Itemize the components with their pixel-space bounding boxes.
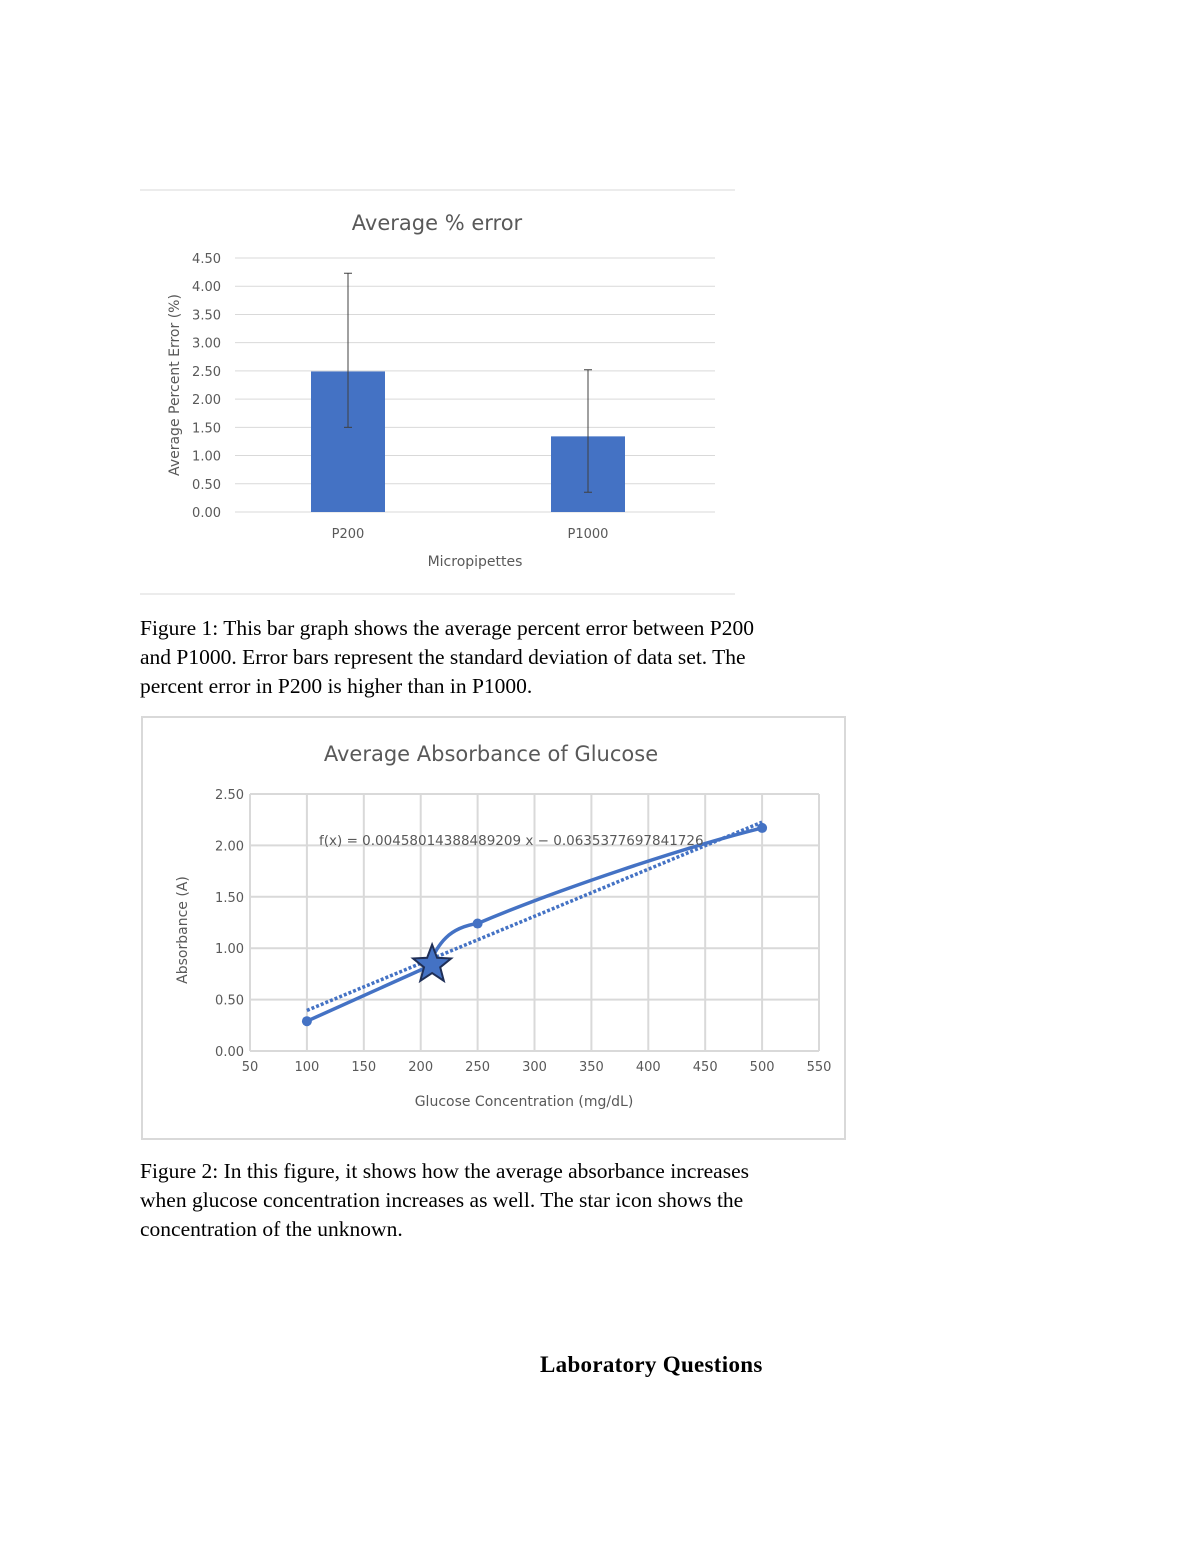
y-tick-label: 0.50 xyxy=(192,477,221,493)
x-axis-label: Glucose Concentration (mg/dL) xyxy=(414,1094,634,1110)
x-tick-label: P1000 xyxy=(567,527,609,542)
y-tick-label: 1.00 xyxy=(215,942,244,958)
y-tick-label: 2.00 xyxy=(215,839,244,855)
x-tick-label: 500 xyxy=(749,1060,775,1075)
x-axis-label: Micropipettes xyxy=(427,554,523,570)
y-tick-label: 1.50 xyxy=(215,890,244,906)
y-tick-label: 0.00 xyxy=(192,506,221,521)
x-tick-label: P200 xyxy=(331,527,365,542)
section-heading: Laboratory Questions xyxy=(540,1352,763,1377)
x-tick-label: 350 xyxy=(578,1060,604,1075)
x-tick-label: 400 xyxy=(635,1060,661,1075)
data-point xyxy=(473,919,483,929)
chart-title: Average Absorbance of Glucose xyxy=(323,742,659,766)
bar-chart-average-percent-error xyxy=(140,188,735,598)
x-tick-label: 450 xyxy=(692,1060,718,1075)
y-tick-label: 4.50 xyxy=(192,252,221,267)
y-tick-label: 0.00 xyxy=(215,1045,244,1060)
y-tick-label: 4.00 xyxy=(192,280,221,296)
x-tick-label: 50 xyxy=(241,1060,259,1075)
x-tick-label: 100 xyxy=(294,1060,320,1075)
figure-1-caption: Figure 1: This bar graph shows the average percent error between P200 and P1000. Error bars represent the standard deviation of data set. The percent error in P200 is higher than in P1000. xyxy=(140,616,754,698)
data-point xyxy=(302,1016,312,1026)
y-tick-label: 2.50 xyxy=(215,788,244,803)
trendline-equation: f(x) = 0.00458014388489209 x − 0.0635377697841726 xyxy=(319,833,704,849)
x-tick-label: 550 xyxy=(806,1060,832,1075)
bar-chart-canvas xyxy=(140,188,735,598)
x-tick-label: 150 xyxy=(351,1060,377,1075)
x-tick-label: 250 xyxy=(465,1060,491,1075)
y-tick-label: 2.50 xyxy=(192,364,221,380)
y-tick-label: 1.50 xyxy=(192,421,221,437)
y-axis-label: Average Percent Error (%) xyxy=(167,294,183,476)
y-axis-label: Absorbance (A) xyxy=(175,876,191,984)
unknown-star-icon xyxy=(413,945,451,981)
scatter-chart-absorbance-glucose xyxy=(141,716,846,1140)
y-tick-label: 1.00 xyxy=(192,449,221,465)
chart-title: Average % error xyxy=(351,211,523,235)
x-tick-label: 300 xyxy=(522,1060,547,1075)
x-tick-label: 200 xyxy=(408,1060,434,1075)
data-point xyxy=(757,823,767,833)
y-tick-label: 3.50 xyxy=(192,308,221,324)
scatter-chart-canvas xyxy=(143,718,844,1138)
y-tick-label: 3.00 xyxy=(192,336,221,352)
figure-2-caption: Figure 2: In this figure, it shows how the average absorbance increases when glucose concentration increases as well. The star icon shows the concentration of the unknown. xyxy=(140,1159,749,1241)
y-tick-label: 0.50 xyxy=(215,993,244,1009)
y-tick-label: 2.00 xyxy=(192,393,221,409)
